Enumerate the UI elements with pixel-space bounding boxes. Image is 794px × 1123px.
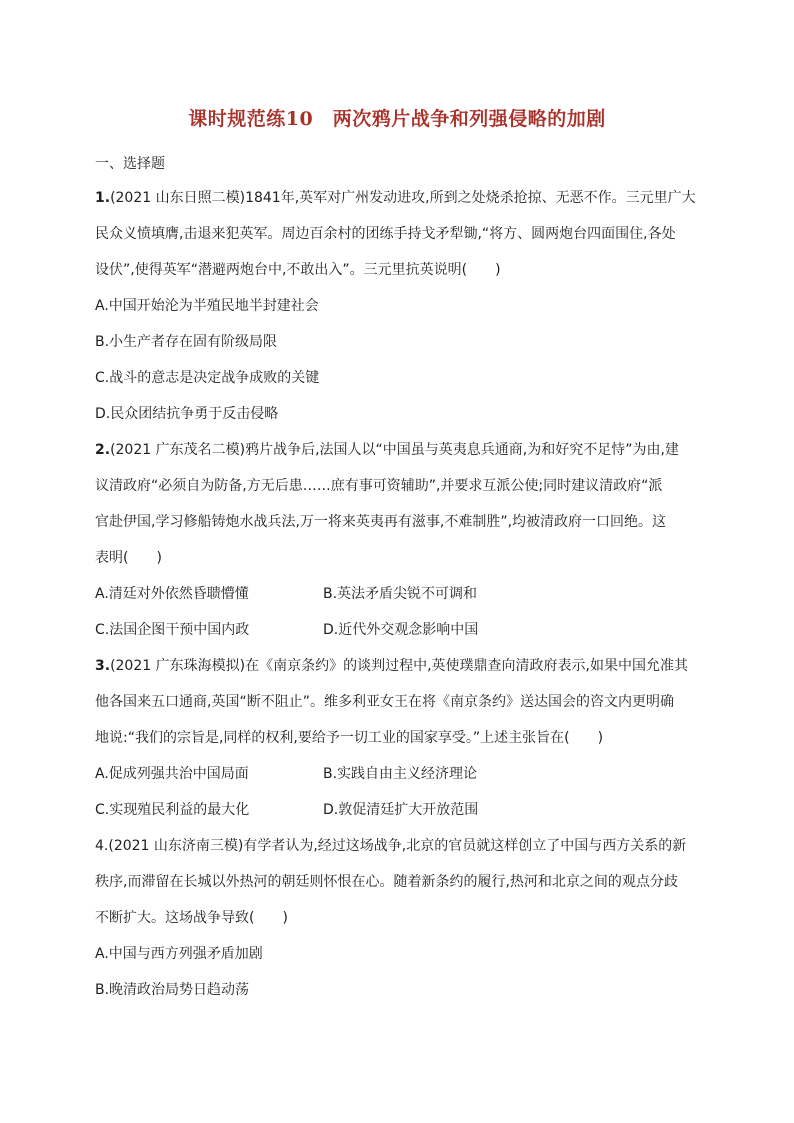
q3-option-a: A.促成列强共治中国局面: [95, 766, 249, 782]
q4-stem-line-2: 秩序,而滞留在长城以外热河的朝廷则怀恨在心。随着新条约的履行,热河和北京之间的观点分歧: [95, 874, 678, 890]
q1-option-b: B.小生产者存在固有阶级局限: [95, 334, 278, 350]
q1-number: 1.: [95, 190, 111, 206]
q2-option-b: B.英法矛盾尖锐不可调和: [323, 586, 478, 602]
q3-stem-line-3: 地说:“我们的宗旨是,同样的权利,要给予一切工业的国家享受。”上述主张旨在( ): [95, 730, 604, 746]
q3-text-1: (2021 广东珠海模拟)在《南京条约》的谈判过程中,英使璞鼎查向清政府表示,如果中国允准其: [110, 658, 688, 674]
q4-option-b: B.晚清政治局势日趋动荡: [95, 982, 250, 998]
q2-stem-line-4: 表明( ): [95, 550, 162, 566]
q2-text-1: (2021 广东茂名二模)鸦片战争后,法国人以“中国虽与英夷息兵通商,为和好究不足恃”为由,建: [110, 442, 679, 458]
q4-option-a: A.中国与西方列强矛盾加剧: [95, 946, 263, 962]
q4-text-1: (2021 山东济南三模)有学者认为,经过这场战争,北京的官员就这样创立了中国与西方关系的新: [108, 838, 687, 854]
q2-stem-line-3: 官赴伊国,学习修船铸炮水战兵法,万一将来英夷再有滋事,不难制胜”,均被清政府一口回绝。这: [95, 514, 667, 530]
q1-stem-line-3: 设伏”,使得英军“潜避两炮台中,不敢出入”。三元里抗英说明( ): [95, 262, 501, 278]
q3-stem-line-1: [95, 656, 688, 676]
q2-number: 2.: [95, 442, 111, 458]
q3-option-b: B.实践自由主义经济理论: [323, 766, 478, 782]
q4-stem-line-3: 不断扩大。这场战争导致( ): [95, 910, 288, 926]
q3-option-c: C.实现殖民利益的最大化: [95, 802, 250, 818]
q1-text-1: (2021 山东日照二模)1841年,英军对广州发动进攻,所到之处烧杀抢掠、无恶不作。三元里广大: [110, 190, 696, 206]
q2-option-c: C.法国企图干预中国内政: [95, 622, 250, 638]
q1-option-c: C.战斗的意志是决定战争成败的关键: [95, 370, 320, 386]
q2-option-a: A.清廷对外依然昏聩懵懂: [95, 586, 249, 602]
section-heading: 一、选择题: [95, 156, 165, 172]
q4-stem-line-1: [95, 836, 686, 856]
q3-stem-line-2: 他各国来五口通商,英国“断不阻止”。维多利亚女王在将《南京条约》送达国会的咨文内更明确: [95, 694, 674, 710]
q3-number: 3.: [95, 658, 111, 674]
page-title: 课时规范练10 两次鸦片战争和列强侵略的加剧: [188, 108, 606, 130]
q2-stem-line-2: 议清政府“必须自为防备,方无后患……庶有事可资辅助”,并要求互派公使;同时建议清政府“派: [95, 478, 663, 494]
q4-number: 4.: [95, 838, 109, 854]
q3-option-d: D.敦促清廷扩大开放范围: [323, 802, 479, 818]
q2-stem-line-1: [95, 440, 679, 460]
q2-option-d: D.近代外交观念影响中国: [323, 622, 479, 638]
q1-stem-line-1: [95, 188, 696, 208]
q1-option-a: A.中国开始沦为半殖民地半封建社会: [95, 298, 319, 314]
q1-option-d: D.民众团结抗争勇于反击侵略: [95, 406, 279, 422]
q1-stem-line-2: 民众义愤填膺,击退来犯英军。周边百余村的团练手持戈矛犁锄,“将方、圆两炮台四面围住,各处: [95, 226, 676, 242]
